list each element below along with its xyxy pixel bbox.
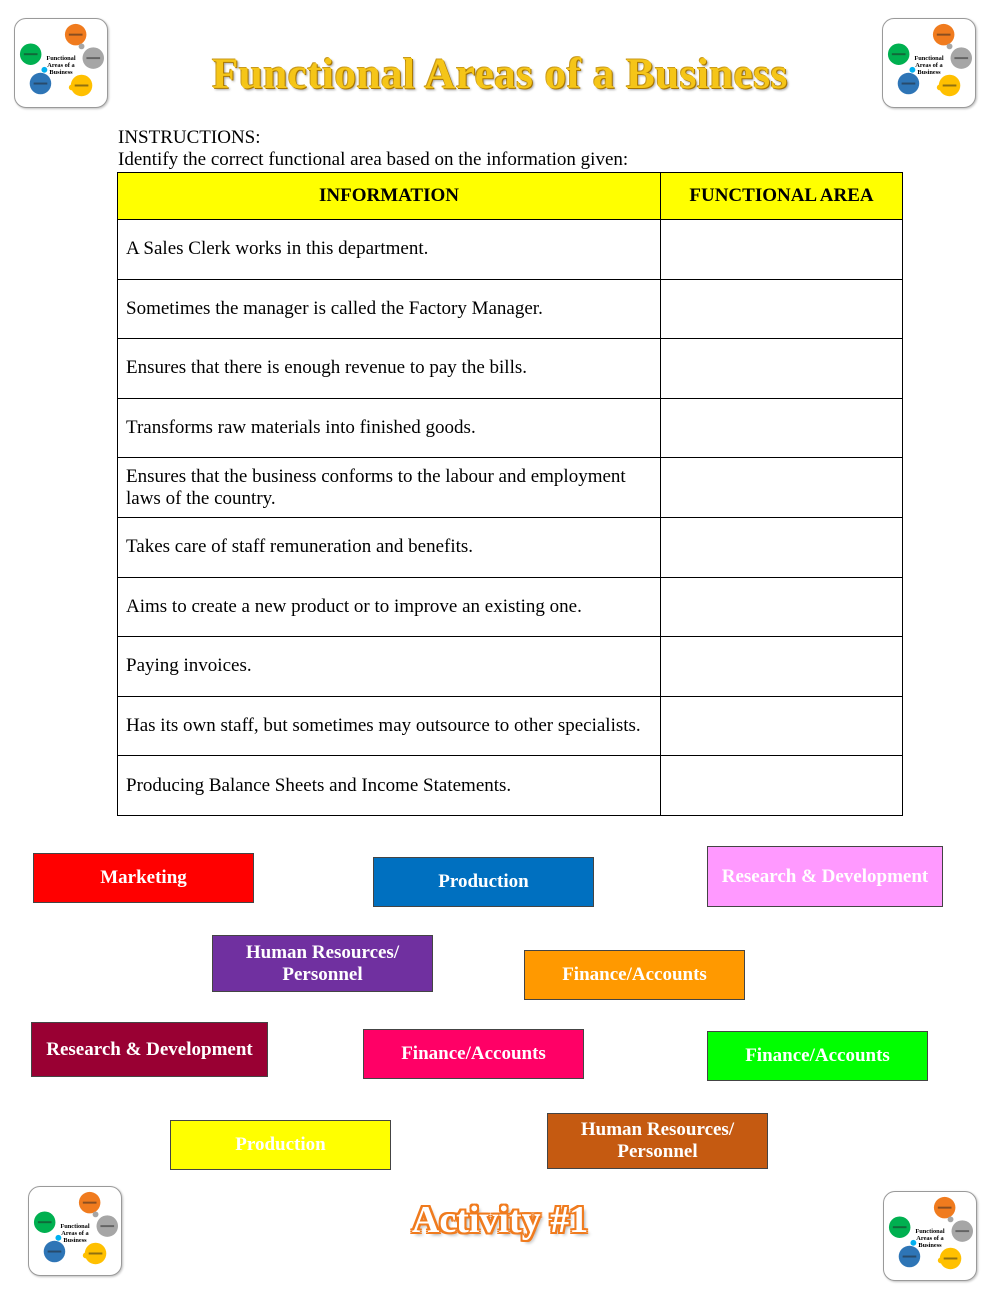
answer-drop-cell[interactable] [661,220,903,280]
chip-human-resources-brown[interactable]: Human Resources/ Personnel [547,1113,768,1169]
info-cell: Has its own staff, but sometimes may outsource to other specialists. [118,696,661,756]
table-row [118,756,903,816]
svg-text:Areas of a: Areas of a [47,61,75,69]
svg-text:Business: Business [918,1241,942,1249]
info-cell: Takes care of staff remuneration and benefits. [118,517,661,577]
table-row [118,279,903,339]
chip-human-resources-purple[interactable]: Human Resources/ Personnel [212,935,433,992]
svg-text:Functional: Functional [60,1223,90,1231]
table-header-row [118,173,903,220]
table-row [118,220,903,280]
info-cell: Producing Balance Sheets and Income Statements. [118,756,661,816]
answer-drop-cell[interactable] [661,637,903,697]
info-cell: A Sales Clerk works in this department. [118,220,661,280]
info-cell: Paying invoices. [118,637,661,697]
table-row [118,517,903,577]
logo-top-left [14,18,108,108]
svg-text:Functional: Functional [915,1228,945,1236]
svg-text:Functional: Functional [46,55,76,63]
answer-drop-cell[interactable] [661,339,903,399]
table-row [118,458,903,518]
chip-finance-accounts-magenta[interactable]: Finance/Accounts [363,1029,584,1079]
chip-production-yellow[interactable]: Production [170,1120,391,1170]
answer-drop-cell[interactable] [661,696,903,756]
table-row [118,696,903,756]
column-header-information: INFORMATION [118,173,661,220]
chip-research-development-pink[interactable]: Research & Development [707,846,943,907]
instructions [118,127,628,171]
info-cell: Aims to create a new product or to improve an existing one. [118,577,661,637]
activity-label: Activity #1 [411,1199,589,1241]
svg-text:Business: Business [63,1236,87,1244]
svg-text:Functional: Functional [914,55,944,63]
svg-text:Areas of a: Areas of a [916,1234,944,1242]
table-row [118,398,903,458]
answer-drop-cell[interactable] [661,458,903,518]
answer-drop-cell[interactable] [661,279,903,339]
svg-text:Areas of a: Areas of a [915,61,943,69]
answer-drop-cell[interactable] [661,517,903,577]
info-cell: Ensures that there is enough revenue to pay the bills. [118,339,661,399]
chip-research-development-maroon[interactable]: Research & Development [31,1022,268,1077]
svg-text:Business: Business [917,68,941,76]
logo-bottom-left [28,1186,122,1276]
info-cell: Transforms raw materials into finished goods. [118,398,661,458]
svg-text:Business: Business [49,68,73,76]
info-cell: Ensures that the business conforms to the labour and employment laws of the country. [118,458,661,518]
chip-marketing[interactable]: Marketing [33,853,254,903]
table-row [118,577,903,637]
chip-finance-accounts-green[interactable]: Finance/Accounts [707,1031,928,1081]
table-row [118,637,903,697]
chip-production-blue[interactable]: Production [373,857,594,907]
page-title: Functional Areas of a Business [212,51,788,98]
instructions-heading: INSTRUCTIONS: [118,127,261,148]
answer-drop-cell[interactable] [661,577,903,637]
answer-drop-cell[interactable] [661,398,903,458]
logo-bottom-right [883,1191,977,1281]
svg-text:Areas of a: Areas of a [61,1229,89,1237]
info-cell: Sometimes the manager is called the Factory Manager. [118,279,661,339]
info-table [117,172,903,816]
answer-drop-cell[interactable] [661,756,903,816]
logo-top-right [882,18,976,108]
chip-finance-accounts-orange[interactable]: Finance/Accounts [524,950,745,1000]
column-header-functional-area: FUNCTIONAL AREA [661,173,903,220]
table-row [118,339,903,399]
instructions-text: Identify the correct functional area based on the information given: [118,149,629,170]
